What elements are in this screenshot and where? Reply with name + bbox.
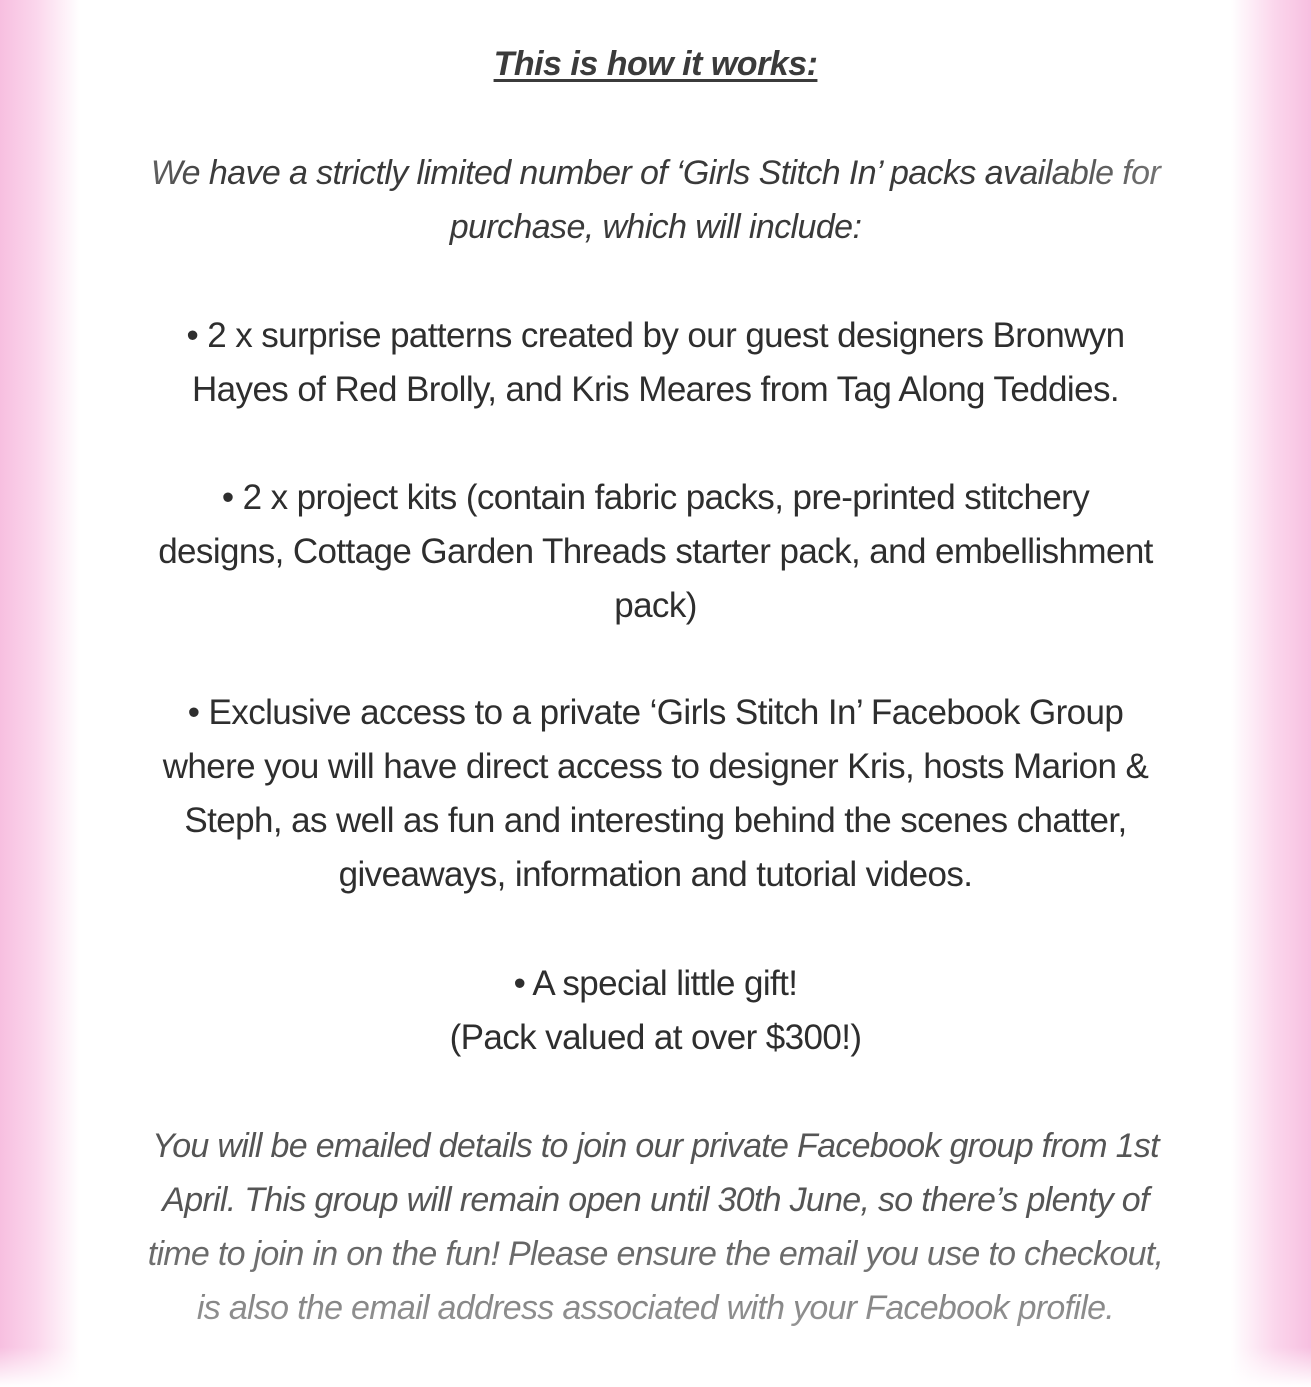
bullet-line: pack) [614,586,697,625]
outro-line: April. This group will remain open until 30th June, so there’s plenty of [162,1181,1149,1219]
outro-line: is also the email address associated with your Facebook profile. [196,1289,1115,1327]
bullet-line: giveaways, information and tutorial videos. [338,855,973,894]
intro-line: purchase, which will include: [449,208,862,246]
bullet-line: where you will have direct access to designer Kris, hosts Marion & [162,747,1149,786]
info-panel [80,0,1231,1387]
intro-line: We have a strictly limited number of ‘Girls Stitch In’ packs available for [150,154,1161,192]
bullet-line: Hayes of Red Brolly, and Kris Meares from Tag Along Teddies. [192,370,1119,409]
section-heading: This is how it works: [493,45,818,83]
outro-line: You will be emailed details to join our private Facebook group from 1st [152,1127,1159,1165]
intro-paragraph [80,146,1231,254]
bullet-facebook-group [80,686,1231,902]
bottom-fade [0,1347,1311,1387]
bullet-line: • A special little gift! [513,964,798,1003]
left-pink-glow [0,0,80,1387]
bullet-project-kits [80,471,1231,633]
bullet-line: • 2 x project kits (contain fabric packs, pre-printed stitchery [221,478,1090,517]
bullet-gift [80,957,1231,1065]
outro-paragraph [80,1119,1231,1335]
outro-line: time to join in on the fun! Please ensure the email you use to checkout, [147,1235,1164,1273]
bullet-line: • Exclusive access to a private ‘Girls Stitch In’ Facebook Group [187,693,1124,732]
pack-value-note: (Pack valued at over $300!) [449,1018,862,1057]
bullet-line: • 2 x surprise patterns created by our guest designers Bronwyn [186,316,1125,355]
bullet-line: Steph, as well as fun and interesting behind the scenes chatter, [184,801,1127,840]
bullet-line: designs, Cottage Garden Threads starter pack, and embellishment [158,532,1153,571]
bullet-patterns [80,309,1231,417]
right-pink-glow [1231,0,1311,1387]
